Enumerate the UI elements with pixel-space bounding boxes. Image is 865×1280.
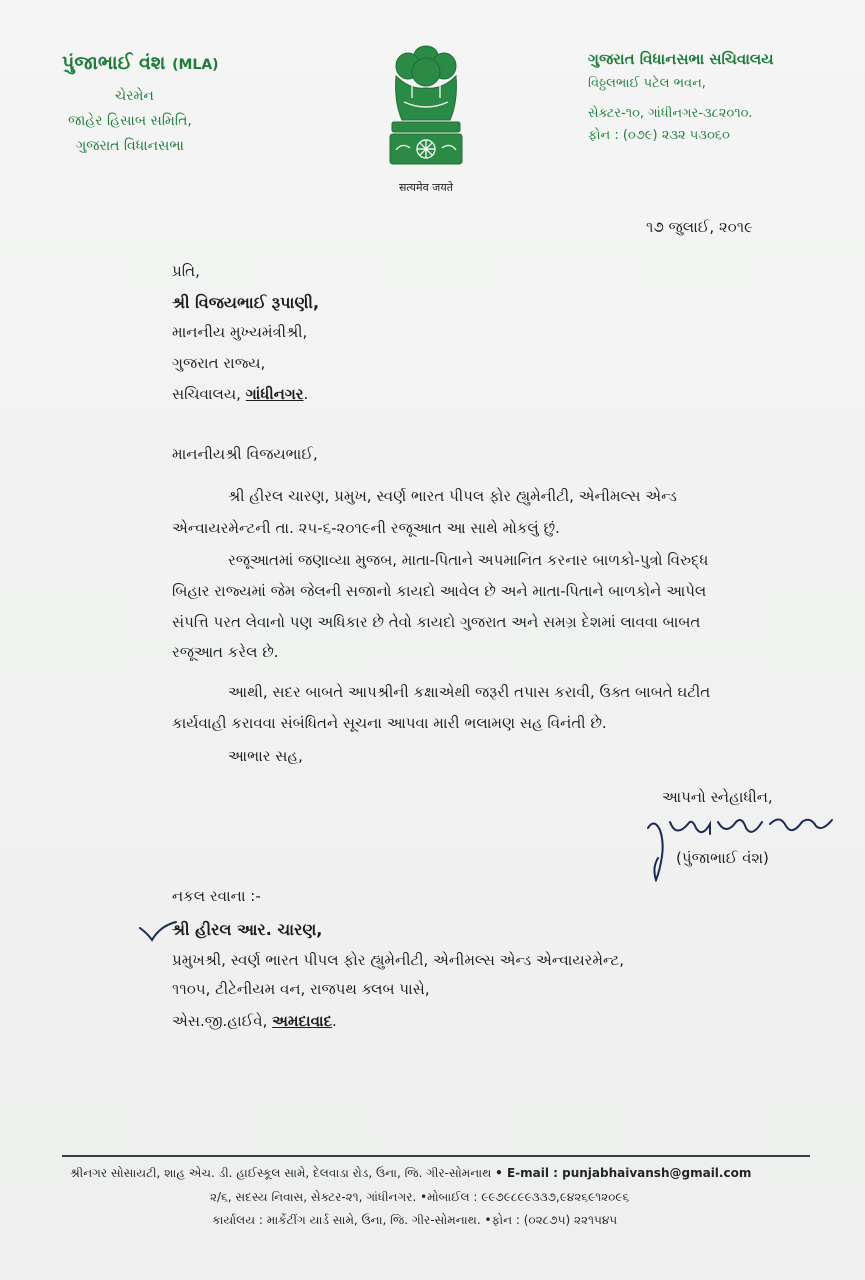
footer-email: • E-mail : punjabhaivansh@gmail.com <box>495 1166 752 1180</box>
copy-recipient-city-line: એસ.જી.હાઈવે, અમદાવાદ. <box>172 1012 337 1030</box>
recipient-city: ગાંધીનગર <box>245 385 304 403</box>
copy-recipient-title: પ્રમુખશ્રી, સ્વર્ણ ભારત પીપલ ફોર હ્યુમેનીટી, એનીમલ્સ એન્ડ એન્વાયરમેન્ટ, <box>172 951 624 969</box>
sender-role-2: જાહેર હિસાબ સમિતિ, <box>68 113 192 129</box>
footer-line-2: ૨/૬, સદસ્ય નિવાસ, સેક્ટર-૨૧, ગાંધીનગર. •મોબાઈલ : ૯૯૭૯૮૯૯૩૩૭,૯૪૨૬૯૧૨૦૯૬ <box>210 1190 630 1204</box>
copy-recipient-address: ૧૧૦૫, ટીટેનીયમ વન, રાજપથ ક્લબ પાસે, <box>172 980 430 998</box>
mla-label: (MLA) <box>172 57 219 73</box>
signature <box>640 808 840 882</box>
recipient-address: સચિવાલય, ગાંધીનગર. <box>172 385 309 403</box>
body-paragraph-3-line-1: આથી, સદર બાબતે આપશ્રીની કક્ષાએથી જરૂરી તપાસ કરાવી, ઉક્ત બાબતે ઘટીત <box>228 683 711 701</box>
footer-line-1: શ્રીનગર સોસાયટી, શાહ એચ. ડી. હાઈસ્કૂલ સામે, દેલવાડા રોડ, ઉના, જિ. ગીર-સોમનાથ • E-mail : punjabhaivansh@gmail.com <box>70 1166 752 1180</box>
recipient-name: શ્રી વિજયભાઈ રૂપાણી, <box>172 293 320 312</box>
org-phone: ફોન : (૦૭૯) ૨૩૨ ૫૩૦૬૦ <box>588 128 730 143</box>
letter-date: ૧૭ જુલાઈ, ૨૦૧૯ <box>646 218 753 236</box>
body-paragraph-1-line-1: શ્રી હીરલ ચારણ, પ્રમુખ, સ્વર્ણ ભારત પીપલ ફોર હ્યુમેનીટી, એનીમલ્સ એન્ડ <box>228 487 677 505</box>
salutation: માનનીયશ્રી વિજયભાઈ, <box>172 445 318 463</box>
signed-name: (પુંજાભાઈ વંશ) <box>676 849 769 867</box>
body-paragraph-2-line-4: રજૂઆત કરેલ છે. <box>172 643 279 661</box>
body-paragraph-2-line-1: રજૂઆતમાં જણાવ્યા મુજબ, માતા-પિતાને અપમાનિત કરનાર બાળકો-પુત્રો વિરુદ્ધ <box>228 551 709 569</box>
recipient-prefix: પ્રતિ, <box>172 262 200 280</box>
org-address-1: વિઠ્ઠલભાઈ પટેલ ભવન, <box>588 76 706 91</box>
recipient-title: માનનીય મુખ્યમંત્રીશ્રી, <box>172 323 308 341</box>
copy-label: નકલ રવાના :- <box>172 887 261 905</box>
footer-line-3: કાર્યાલય : માર્કેટીંગ યાર્ડ સામે, ઉના, જિ. ગીર-સોમનાથ. •ફોન : (૦૨૮૭૫) ૨૨૧૫૪૫ <box>212 1213 618 1227</box>
org-address-2: સેક્ટર-૧૦, ગાંધીનગર-૩૮૨૦૧૦. <box>588 106 753 121</box>
closing-yours: આપનો સ્નેહાધીન, <box>662 788 773 806</box>
footer-divider <box>62 1155 810 1157</box>
sender-role-3: ગુજરાત વિધાનસભા <box>76 138 184 154</box>
copy-recipient-city: અમદાવાદ <box>272 1012 332 1030</box>
emblem-motto: सत्यमेव जयते <box>398 181 453 194</box>
org-name: ગુજરાત વિધાનસભા સચિવાલય <box>588 50 774 68</box>
body-paragraph-1-line-2: એન્વાયરમેન્ટની તા. ૨૫-૬-૨૦૧૯ની રજૂઆત આ સાથે મોકલું છું. <box>172 519 560 537</box>
sender-name: પુંજાભાઈ વંશ (MLA) <box>62 52 219 74</box>
body-paragraph-3-line-2: કાર્યવાહી કરાવવા સંબંધિતને સૂચના આપવા મારી ભલામણ સહ વિનંતી છે. <box>172 714 607 732</box>
closing-thanks: આભાર સહ, <box>228 747 303 765</box>
national-emblem-icon <box>382 42 470 176</box>
copy-recipient-name: શ્રી હીરલ આર. ચારણ, <box>172 920 323 939</box>
sender-role-1: ચેરમેન <box>115 88 154 104</box>
recipient-state: ગુજરાત રાજ્ય, <box>172 354 266 372</box>
body-paragraph-2-line-3: સંપત્તિ પરત લેવાનો પણ અધિકાર છે તેવો કાયદો ગુજરાત અને સમગ્ર દેશમાં લાવવા બાબત <box>172 613 701 631</box>
body-paragraph-2-line-2: બિહાર રાજ્યમાં જેમ જેલની સજાનો કાયદો આવેલ છે અને માતા-પિતાને બાળકોને આપેલ <box>172 582 707 600</box>
